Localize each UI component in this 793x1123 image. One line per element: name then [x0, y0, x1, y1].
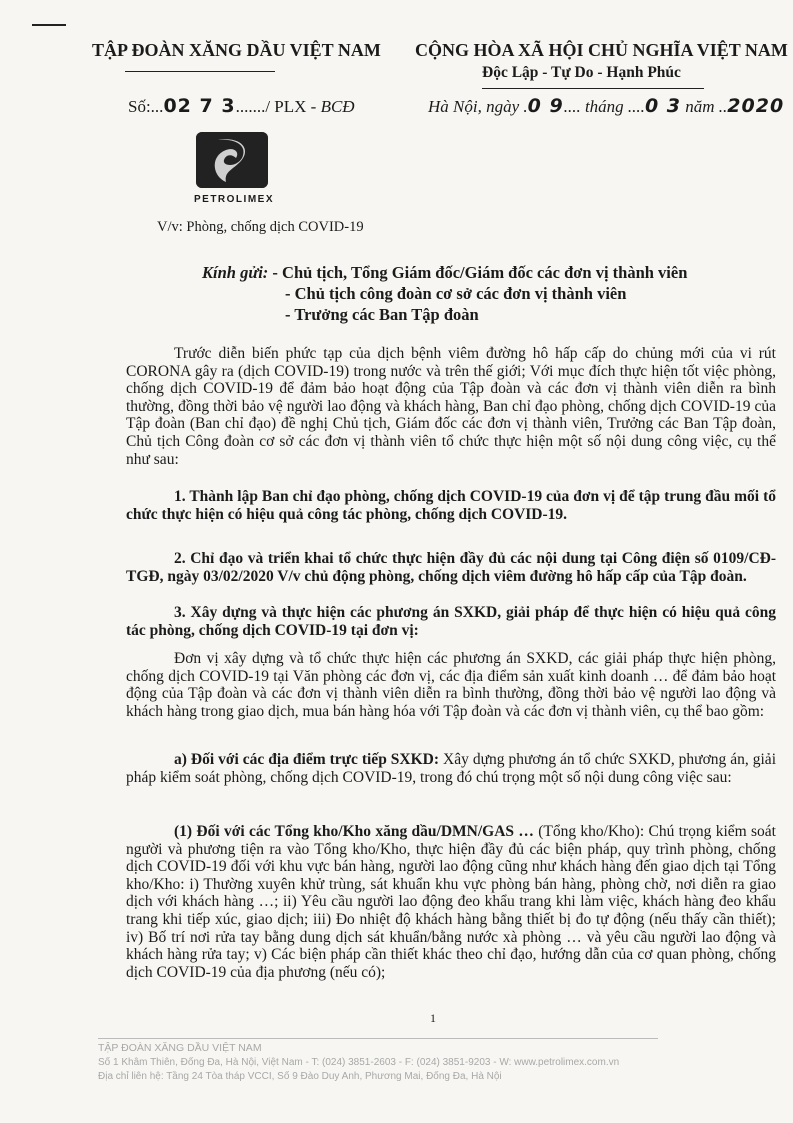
subsection-1-title: (1) Đối với các Tổng kho/Kho xăng dầu/DMN/GAS …	[174, 823, 534, 840]
document-number	[128, 95, 355, 117]
date-month: 0 3	[644, 95, 681, 117]
page-number: 1	[430, 1011, 436, 1025]
subsection-1-paragraph	[126, 823, 776, 981]
item-3-paragraph: Đơn vị xây dựng và tổ chức thực hiện các phương án SXKD, các giải pháp thực hiện phòng, chống dịch COVID-19 tại Văn phòng các đơn vị, các địa điểm sản xuất kinh doanh … để đảm bảo hoạt động của Tập đoàn và các đơn vị thành viên diễn ra bình thường, đồng thời bảo vệ người lao động và khách hàng trong giao dịch, mua bán hàng hóa với Tập đoàn và các đơn vị thành viên, cụ thể bao gồm:	[126, 650, 776, 720]
issue-date	[428, 95, 784, 117]
section-a-text: Xây dựng phương án tổ chức SXKD, phương án, giải pháp kiểm soát phòng, chống dịch COVID-19, trong đó chú trọng một số nội dung công việc sau:	[126, 751, 776, 786]
intro-paragraph: Trước diễn biến phức tạp của dịch bệnh viêm đường hô hấp cấp do chủng mới của vi rút CORONA gây ra (dịch COVID-19) trong nước và trên thế giới; Với mục đích thực hiện tốt việc phòng, chống dịch COVID-19 để đảm bảo hoạt động của Tập đoàn và các đơn vị thành viên diễn ra bình thường, đồng thời bảo vệ người lao động và khách hàng, Ban chỉ đạo phòng, chống dịch COVID-19 của Tập đoàn (Ban chỉ đạo) đề nghị Chủ tịch, Giám đốc các đơn vị thành viên, Trưởng các Ban Tập đoàn, Chủ tịch Công đoàn cơ sở các đơn vị thành viên tổ chức thực hiện một số nội dung công việc, cụ thể như sau:	[126, 345, 776, 468]
document-number-value: 02 7 3	[163, 95, 236, 117]
subsection-1-text: (Tổng kho/Kho): Chú trọng kiểm soát người và phương tiện ra vào Tổng kho/Kho, thực hiện đầy đủ các biện pháp, quy trình phòng, chống dịch COVID-19 đối với khu vực bán hàng, người lao động cũng như khách hàng đến giao dịch tại Tổng kho/Kho: i) Thường xuyên khử trùng, sát khuẩn khu vực phòng bán hàng, phòng chờ, nơi diễn ra giao dịch với khách hàng …; ii) Yêu cầu người lao động đeo khẩu trang khi làm việc, khách hàng đeo khẩu trang khi tiếp xúc, giao dịch; iii) Đo nhiệt độ khách hàng bằng thiết bị đo tự động (nếu thấy cần thiết); iv) Bố trí nơi rửa tay bằng dung dịch sát khuẩn/bằng nước xà phòng … và yêu cầu người lao động và khách hàng rửa tay; v) Các biện pháp cần thiết khác theo chỉ đạo, hướng dẫn của cơ quan phòng, chống dịch COVID-19 của địa phương (nếu có);	[126, 823, 776, 981]
national-motto: Độc Lập - Tự Do - Hạnh Phúc	[482, 64, 681, 81]
organization-name: TẬP ĐOÀN XĂNG DẦU VIỆT NAM	[92, 40, 381, 60]
national-title: CỘNG HÒA XÃ HỘI CHỦ NGHĨA VIỆT NAM	[415, 40, 788, 60]
date-mid2: năm ..	[681, 97, 728, 116]
item-1: 1. Thành lập Ban chỉ đạo phòng, chống dịch COVID-19 của đơn vị để tập trung đầu mối tổ chức thực hiện có hiệu quả công tác phòng, chống dịch COVID-19.	[126, 488, 776, 523]
document-number-code: BCĐ	[320, 97, 355, 116]
footer-contact: Số 1 Khâm Thiên, Đống Đa, Hà Nội, Việt Nam - T: (024) 3851-2603 - F: (024) 3851-9203 - W: www.petrolimex.com.vn	[98, 1057, 620, 1068]
subject-line: V/v: Phòng, chống dịch COVID-19	[157, 219, 364, 235]
date-lead: Hà Nội, ngày .	[428, 97, 528, 116]
recipient-line-1	[202, 262, 687, 283]
petrolimex-logo-icon	[196, 132, 268, 188]
document-number-prefix: Số:...	[128, 97, 164, 116]
date-day: 0 9	[527, 95, 564, 117]
recipient-line-3: - Trưởng các Ban Tập đoàn	[285, 305, 479, 324]
section-a-paragraph	[126, 751, 776, 786]
footer-organization: TẬP ĐOÀN XĂNG DẦU VIỆT NAM	[98, 1042, 262, 1054]
organization-underline	[125, 71, 275, 72]
section-a-title: a) Đối với các địa điểm trực tiếp SXKD:	[174, 751, 440, 768]
document-number-suffix: ......./ PLX -	[235, 97, 321, 116]
recipients-block	[202, 262, 687, 325]
item-3-heading: 3. Xây dựng và thực hiện các phương án SXKD, giải pháp để thực hiện có hiệu quả công tác phòng, chống dịch COVID-19 tại đơn vị:	[126, 604, 776, 639]
motto-underline	[482, 88, 704, 89]
footer-divider	[98, 1038, 658, 1039]
recipient-line-2: - Chủ tịch công đoàn cơ sở các đơn vị thành viên	[285, 284, 627, 303]
item-2: 2. Chỉ đạo và triển khai tổ chức thực hiện đầy đủ các nội dung tại Công điện số 0109/CĐ-TGĐ, ngày 03/02/2020 V/v chủ động phòng, chống dịch viêm đường hô hấp cấp của Tập đoàn.	[126, 550, 776, 585]
recipient-1: - Chủ tịch, Tổng Giám đốc/Giám đốc các đơn vị thành viên	[268, 263, 688, 282]
footer-address: Địa chỉ liên hệ: Tầng 24 Tòa tháp VCCI, Số 9 Đào Duy Anh, Phương Mai, Đống Đa, Hà Nội	[98, 1071, 502, 1082]
recipients-label: Kính gửi:	[202, 263, 269, 282]
margin-mark	[32, 24, 66, 26]
logo-caption: PETROLIMEX	[193, 194, 274, 205]
date-year: 2020	[727, 95, 785, 117]
date-mid1: .... tháng ....	[563, 97, 645, 116]
